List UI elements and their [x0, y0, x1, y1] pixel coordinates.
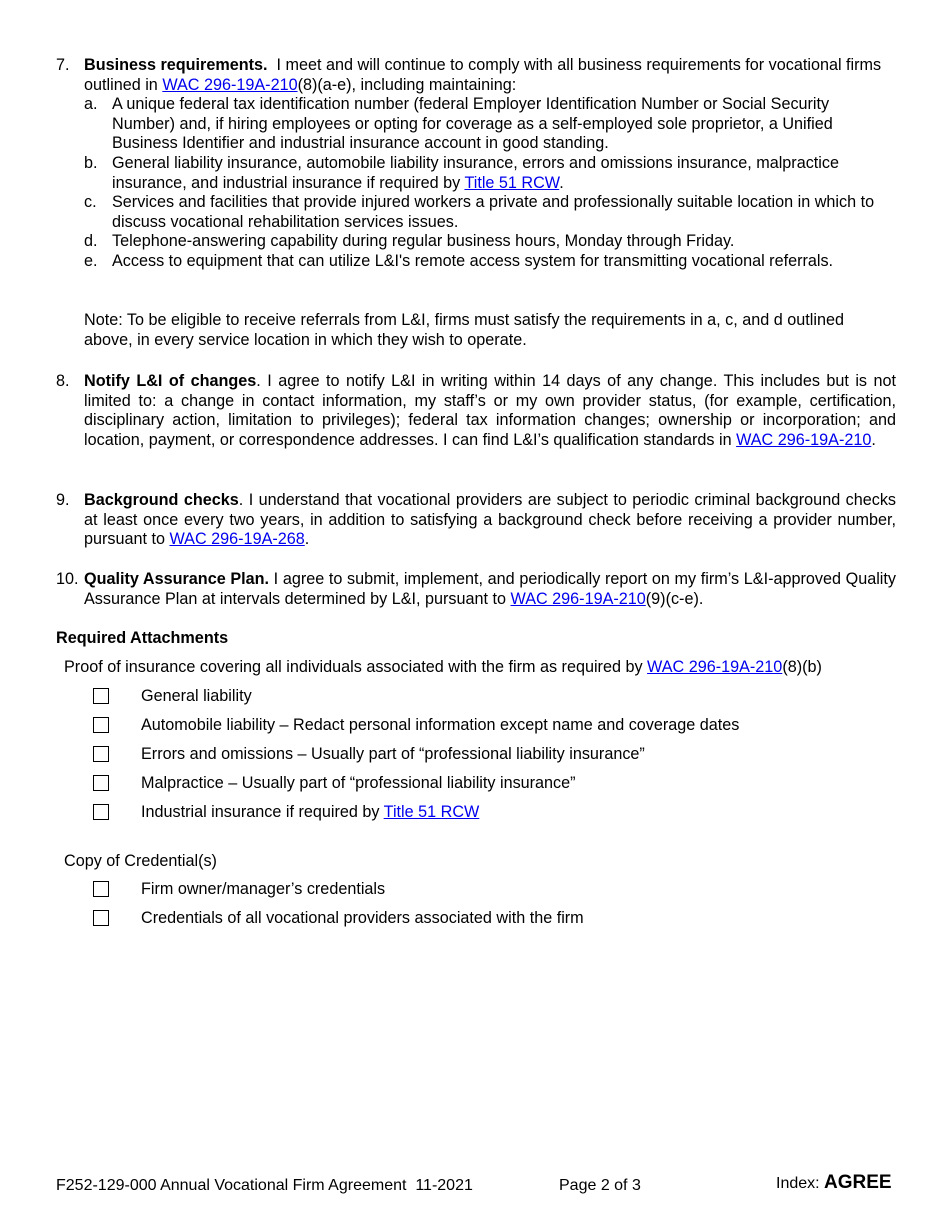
item-number: 7.: [56, 56, 70, 74]
item-9-body: Background checks. I understand that vocational providers are subject to periodic criminal background checks at least once every two years, in addition to satisfying a background check before receiving a provider number, pursuant to WAC 296-19A-268.: [84, 491, 897, 549]
title-51-rcw-link[interactable]: Title 51 RCW: [383, 803, 480, 821]
item-8: [56, 372, 896, 450]
subitem-b: b. General liability insurance, automobile liability insurance, errors and omissions insurance, malpractice insurance, and industrial insurance if required by Title 51 RCW.: [84, 153, 839, 192]
checkbox[interactable]: [93, 804, 109, 820]
checkbox-label: Industrial insurance if required by Title 51 RCW: [141, 803, 480, 821]
subitem-d: d. Telephone-answering capability during regular business hours, Monday through Friday.: [84, 232, 735, 251]
wac-link[interactable]: WAC 296-19A-210: [510, 589, 646, 608]
checkbox[interactable]: [93, 688, 109, 704]
checkbox[interactable]: [93, 881, 109, 897]
item-number: 9.: [56, 491, 70, 509]
subitem-a: a. A unique federal tax identification number (federal Employer Identification Number or Social Security Number) and, if hiring employees or opting for coverage as a self-employed sole proprietor, a Unified Business Identifier and industrial insurance account in good standing.: [84, 95, 833, 153]
item-9: [56, 491, 896, 550]
item-8-body: Notify L&I of changes. I agree to notify L&I in writing within 14 days of any change. This includes but is not limited to: a change in contact information, my staff’s or my own provider status, (for example, certification, disciplinary action, limitation to privileges); federal tax information changes; ownership or incorporation; and location, payment, or correspondence addresses. I can find L&I’s qualification standards in WAC 296-19A-210.: [84, 372, 896, 449]
item-title: Notify L&I of changes: [84, 372, 257, 390]
checkbox-label: Malpractice – Usually part of “professional liability insurance”: [141, 774, 576, 792]
wac-link[interactable]: WAC 296-19A-268: [169, 530, 305, 549]
checkbox-label: General liability: [141, 687, 252, 705]
credentials-intro: Copy of Credential(s): [64, 852, 217, 870]
checkbox[interactable]: [93, 717, 109, 733]
required-attachments-heading: Required Attachments: [56, 629, 229, 647]
checkbox[interactable]: [93, 910, 109, 926]
checkbox[interactable]: [93, 775, 109, 791]
wac-link[interactable]: WAC 296-19A-210: [162, 75, 298, 94]
item-7: [56, 56, 896, 272]
item-title: Quality Assurance Plan.: [84, 570, 270, 588]
subitem-c: c. Services and facilities that provide injured workers a private and professionally suitable location in which to discuss vocational rehabilitation services issues.: [84, 193, 875, 231]
wac-link[interactable]: WAC 296-19A-210: [736, 430, 872, 449]
index-value: AGREE: [824, 1172, 892, 1193]
checkbox-label: Credentials of all vocational providers associated with the firm: [141, 909, 584, 927]
item-7-body: Business requirements. I meet and will continue to comply with all business requirements for vocational firms outlined in WAC 296-19A-210(8)(a-e), including maintaining:: [84, 56, 886, 94]
footer-page-number: Page 2 of 3: [559, 1177, 641, 1194]
item-number: 10.: [56, 570, 79, 588]
wac-link[interactable]: WAC 296-19A-210: [647, 658, 783, 676]
eligibility-note: Note: To be eligible to receive referrals from L&I, firms must satisfy the requirements in a, c, and d outlined above, in every service location in which they wish to operate.: [84, 311, 844, 349]
checkbox-label: Errors and omissions – Usually part of “professional liability insurance”: [141, 745, 645, 763]
item-title: Background checks: [84, 491, 239, 509]
title-51-rcw-link[interactable]: Title 51 RCW: [464, 173, 560, 192]
checkbox[interactable]: [93, 746, 109, 762]
subitem-e: e. Access to equipment that can utilize L&I's remote access system for transmitting vocational referrals.: [84, 251, 834, 270]
footer-form-id: F252-129-000 Annual Vocational Firm Agreement 11-2021: [56, 1177, 473, 1194]
item-number: 8.: [56, 372, 70, 390]
item-10: [56, 570, 896, 609]
checkbox-label: Firm owner/manager’s credentials: [141, 880, 386, 898]
insurance-intro: Proof of insurance covering all individuals associated with the firm as required by WAC 296-19A-210(8)(b): [64, 658, 822, 676]
item-title: Business requirements.: [84, 56, 268, 74]
checkbox-label: Automobile liability – Redact personal information except name and coverage dates: [141, 716, 740, 734]
footer-index: Index: AGREE: [776, 1172, 892, 1193]
item-10-body: Quality Assurance Plan. I agree to submit, implement, and periodically report on my firm’s L&I-approved Quality Assurance Plan at intervals determined by L&I, pursuant to WAC 296-19A-210(9)(c-e).: [84, 570, 896, 608]
